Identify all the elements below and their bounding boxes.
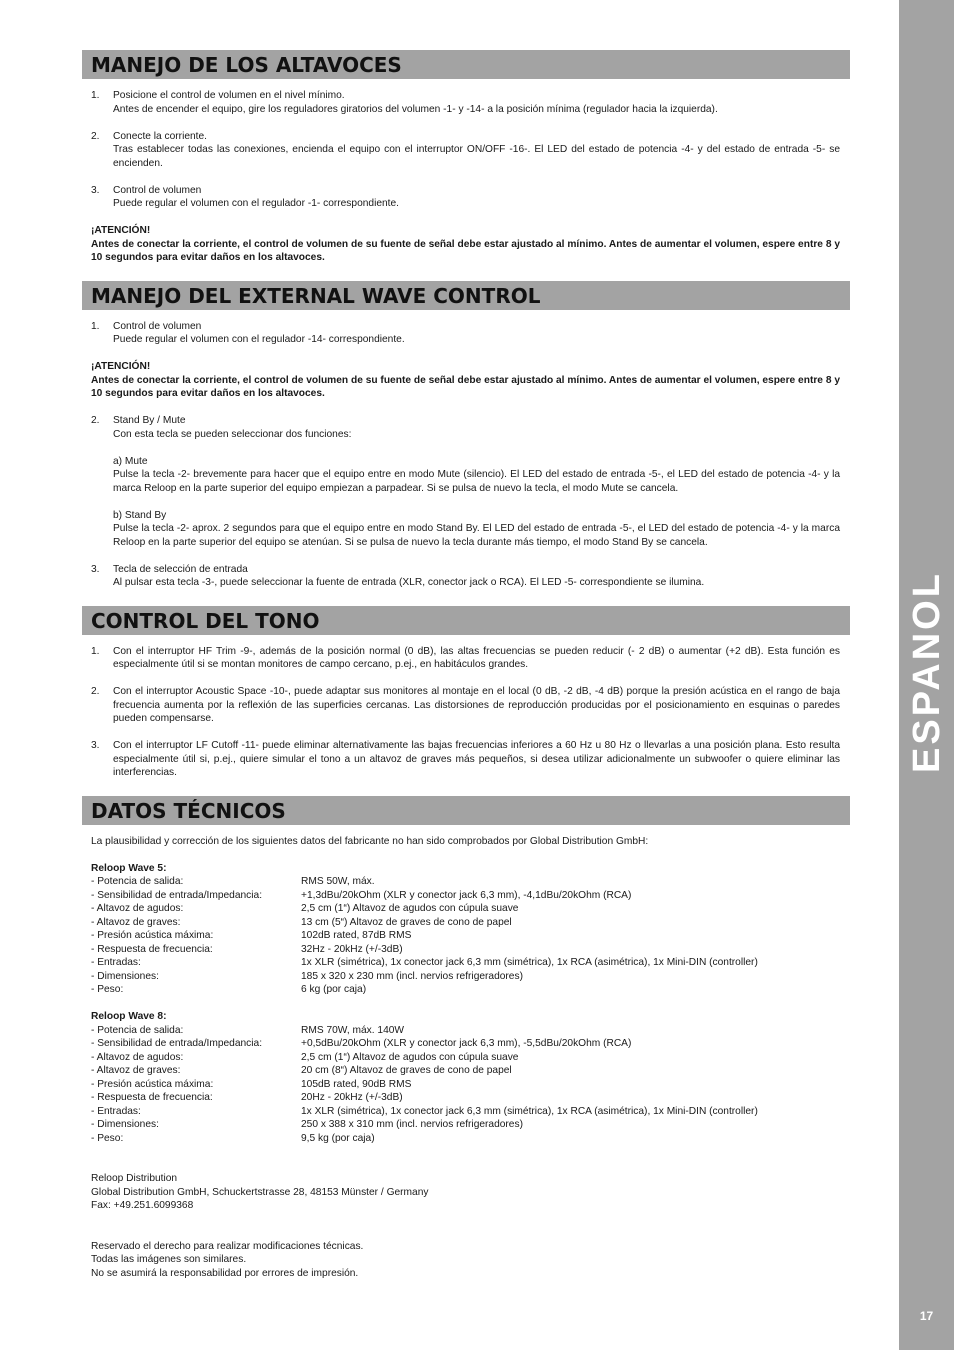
list-item: 3. Control de volumen Puede regular el volumen con el regulador -1- correspondiente. <box>91 184 840 211</box>
spec-row <box>91 1091 840 1105</box>
spec-row <box>91 902 840 916</box>
spec-value: 105dB rated, 90dB RMS <box>301 1078 412 1090</box>
spec-row <box>91 1105 840 1119</box>
spec-value: 185 x 320 x 230 mm (incl. nervios refrigeradores) <box>301 970 523 982</box>
warning-block <box>91 360 840 401</box>
spec-value: RMS 50W, máx. <box>301 876 375 887</box>
specs-table <box>91 1024 840 1146</box>
steps-list <box>91 645 840 780</box>
mute-text: Pulse la tecla -2- brevemente para hacer que el equipo entre en modo Mute (silencio). El LED del estado de entrada -5-, el LED del estado de potencia -4- y la marca Reloop en la parte superior del equipo empiezan a parpadear. Si se pulsa de nuevo la tecla, el modo Mute se cancela. <box>113 469 840 494</box>
spec-value: 32Hz - 20kHz (+/-3dB) <box>301 943 403 955</box>
spec-value: 6 kg (por caja) <box>301 984 367 995</box>
distributor-line: Global Distribution GmbH, Schuckertstrasse 28, 48153 Münster / Germany <box>91 1186 429 1198</box>
spec-row <box>91 956 840 970</box>
section-external-wave-control <box>82 281 850 590</box>
spec-value: +1,3dBu/20kOhm (XLR y conector jack 6,3 mm), -4,1dBu/20kOhm (RCA) <box>301 889 632 901</box>
item-heading: Posicione el control de volumen en el nivel mínimo. <box>113 90 345 101</box>
item-text: Antes de encender el equipo, gire los reguladores giratorios del volumen -1- y -14- a la posición mínima (regulador hacia la izquierda). <box>113 103 718 115</box>
item-text: Al pulsar esta tecla -3-, puede seleccionar la fuente de entrada (XLR, conector jack o RCA). El LED -5- correspondiente se ilumina. <box>113 577 705 588</box>
disclaimer <box>91 1240 840 1281</box>
spec-value: 20Hz - 20kHz (+/-3dB) <box>301 1092 403 1103</box>
spec-label: - Presión acústica máxima: <box>91 930 214 941</box>
disclaimer-line: Reservado el derecho para realizar modificaciones técnicas. <box>91 1240 364 1252</box>
list-item: 3. Con el interruptor LF Cutoff -11- puede eliminar alternativamente las bajas frecuencias inferiores a 60 Hz u 80 Hz o llevarlas a una posición plana. Esto resulta especialmente útil si, p.ej., quiere simular el tono a un altavoz de graves más pequeños, si desea utilizar adicionalmente un subwoofer o quiere eliminar las interferencias. <box>91 740 840 778</box>
spec-value: 250 x 388 x 310 mm (incl. nervios refrigeradores) <box>301 1119 523 1130</box>
language-label: ESPANOL <box>905 571 948 773</box>
spec-label: - Peso: <box>91 984 124 995</box>
spec-row <box>91 943 840 957</box>
spec-row <box>91 875 840 889</box>
language-side-tab <box>899 0 954 1350</box>
section-technical-data <box>82 796 850 1281</box>
steps-list <box>91 414 840 590</box>
spec-row <box>91 970 840 984</box>
warning-title: ¡ATENCIÓN! <box>91 361 151 372</box>
mute-title: a) Mute <box>113 455 148 467</box>
specs-wave5 <box>91 862 840 997</box>
spec-row <box>91 1024 840 1038</box>
item-heading: Control de volumen <box>113 320 202 332</box>
spec-label: - Sensibilidad de entrada/Impedancia: <box>91 1038 263 1049</box>
spec-row <box>91 1064 840 1078</box>
spec-label: - Altavoz de graves: <box>91 1065 181 1076</box>
spec-label: - Altavoz de agudos: <box>91 1051 184 1063</box>
spec-label: - Presión acústica máxima: <box>91 1078 214 1090</box>
section-speaker-operation <box>82 50 850 265</box>
list-item: 1. Control de volumen Puede regular el volumen con el regulador -14- correspondiente. <box>91 320 840 347</box>
standby-text: Pulse la tecla -2- aprox. 2 segundos para que el equipo entre en modo Stand By. El LED del estado de entrada -5-, el LED del estado de potencia -4- y la marca Reloop en la parte superior del equipo se atenúan. Si se pulsa de nuevo la tecla durante más tiempo, el modo Stand By se cancela. <box>113 523 840 548</box>
page-content <box>82 50 850 1296</box>
page-number: 17 <box>919 1309 934 1323</box>
section-title: DATOS TÉCNICOS <box>82 796 850 825</box>
list-item: 2. Conecte la corriente. Tras establecer todas las conexiones, encienda el equipo con el interruptor ON/OFF -16-. El LED del estado de potencia -4- y del estado de entrada -5- se encienden. <box>91 130 840 169</box>
spec-row <box>91 1037 840 1051</box>
spec-value: 1x XLR (simétrica), 1x conector jack 6,3 mm (simétrica), 1x RCA (asimétrica), 1x Mini-DIN (controller) <box>301 1105 758 1117</box>
spec-value: RMS 70W, máx. 140W <box>301 1024 405 1036</box>
spec-row <box>91 1118 840 1132</box>
item-heading: Tecla de selección de entrada <box>113 563 248 575</box>
warning-title: ¡ATENCIÓN! <box>91 225 151 236</box>
spec-label: - Respuesta de frecuencia: <box>91 943 213 955</box>
list-item: 2. Stand By / Mute Con esta tecla se pueden seleccionar dos funciones: a) Mute Pulse la tecla -2- brevemente para hacer que el equipo entre en modo Mute (silencio). El LED del estado de entrada -5-, el LED del estado de potencia -4- y la marca Reloop en la parte superior del equipo empiezan a parpadear. Si se pulsa de nuevo la tecla, el modo Mute se cancela. b) Stand By Pulse la tecla -2- aprox. 2 segundos para que el equipo entre en modo Stand By. El LED del estado de entrada -5-, el LED del estado de potencia -4- y la marca Reloop en la parte superior del equipo se atenúan. Si se pulsa de nuevo la tecla durante más tiempo, el modo Stand By se cancela. <box>91 415 840 548</box>
standby-title: b) Stand By <box>113 509 167 521</box>
spec-row <box>91 1051 840 1065</box>
item-text: Con el interruptor Acoustic Space -10-, puede adaptar sus monitores al montaje en el local (0 dB, -2 dB, -4 dB) porque la presión acústica en el rango de baja frecuencia aumenta por la reflexión de las superficies cercanas. Las distorsiones de reproducción producidas por el posicionamiento en esquinas o paredes pueden compensarse. <box>113 686 840 724</box>
spec-label: - Altavoz de graves: <box>91 916 181 928</box>
disclaimer-line: No se asumirá la responsabilidad por errores de impresión. <box>91 1267 359 1279</box>
item-heading: Stand By / Mute <box>113 415 186 426</box>
item-heading: Control de volumen <box>113 184 202 196</box>
spec-label: - Potencia de salida: <box>91 1024 184 1036</box>
spec-row <box>91 1078 840 1092</box>
list-item: 1. Posicione el control de volumen en el nivel mínimo. Antes de encender el equipo, gire los reguladores giratorios del volumen -1- y -14- a la posición mínima (regulador hacia la izquierda). <box>91 89 840 116</box>
section-tone-control <box>82 606 850 780</box>
steps-list <box>91 320 840 347</box>
steps-list <box>91 89 840 211</box>
warning-block <box>91 224 840 265</box>
list-item: 2. Con el interruptor Acoustic Space -10-, puede adaptar sus monitores al montaje en el local (0 dB, -2 dB, -4 dB) porque la presión acústica en el rango de baja frecuencia aumenta por la reflexión de las superficies cercanas. Las distorsiones de reproducción producidas por el posicionamiento en esquinas o paredes pueden compensarse. <box>91 686 840 724</box>
section-title: CONTROL DEL TONO <box>82 606 850 635</box>
spec-label: - Respuesta de frecuencia: <box>91 1092 213 1103</box>
specs-wave8 <box>91 1010 840 1145</box>
list-item: 3. Tecla de selección de entrada Al pulsar esta tecla -3-, puede seleccionar la fuente de entrada (XLR, conector jack o RCA). El LED -5- correspondiente se ilumina. <box>91 563 840 590</box>
spec-row <box>91 916 840 930</box>
spec-value: 1x XLR (simétrica), 1x conector jack 6,3 mm (simétrica), 1x RCA (asimétrica), 1x Mini-DIN (controller) <box>301 957 758 968</box>
spec-label: - Sensibilidad de entrada/Impedancia: <box>91 889 263 901</box>
spec-row <box>91 983 840 997</box>
spec-value: 9,5 kg (por caja) <box>301 1132 375 1144</box>
distributor-info <box>91 1172 840 1213</box>
disclaimer-line: Todas las imágenes son similares. <box>91 1254 247 1265</box>
spec-label: - Entradas: <box>91 957 141 968</box>
spec-value: 20 cm (8“) Altavoz de graves de cono de papel <box>301 1065 512 1076</box>
spec-label: - Potencia de salida: <box>91 876 184 887</box>
spec-label: - Dimensiones: <box>91 1119 159 1130</box>
spec-label: - Dimensiones: <box>91 970 159 982</box>
warning-text: Antes de conectar la corriente, el control de volumen de su fuente de señal debe estar ajustado al mínimo. Antes de aumentar el volumen, espere entre 8 y 10 segundos para evitar daños en los altavoces. <box>91 374 840 399</box>
item-text: Con el interruptor LF Cutoff -11- puede eliminar alternativamente las bajas frecuencias inferiores a 60 Hz u 80 Hz o llevarlas a una posición plana. Esto resulta especialmente útil si, p.ej., quiere simular el tono a un altavoz de graves más pequeños, si desea utilizar adicionalmente un subwoofer o quiere eliminar las interferencias. <box>113 740 840 778</box>
spec-value: 2,5 cm (1“) Altavoz de agudos con cúpula suave <box>301 1051 519 1063</box>
spec-label: - Entradas: <box>91 1105 141 1117</box>
specs-title: Reloop Wave 8: <box>91 1011 167 1022</box>
spec-value: +0,5dBu/20kOhm (XLR y conector jack 6,3 mm), -5,5dBu/20kOhm (RCA) <box>301 1038 632 1049</box>
distributor-line: Fax: +49.251.6099368 <box>91 1200 194 1211</box>
spec-row <box>91 889 840 903</box>
section-title: MANEJO DEL EXTERNAL WAVE CONTROL <box>82 281 850 310</box>
item-text: Con el interruptor HF Trim -9-, además de la posición normal (0 dB), las altas frecuencias se pueden reducir (- 2 dB) o aumentar (+2 dB). Esta función es especialmente útil si se montan monitores de campo cercano, p.ej., en habitáculos grandes. <box>113 645 840 670</box>
specs-table <box>91 875 840 997</box>
section-title: MANEJO DE LOS ALTAVOCES <box>82 50 850 79</box>
item-text: Puede regular el volumen con el regulador -14- correspondiente. <box>113 334 405 345</box>
item-text: Tras establecer todas las conexiones, encienda el equipo con el interruptor ON/OFF -16-. El LED del estado de potencia -4- y del estado de entrada -5- se encienden. <box>113 144 840 169</box>
spec-value: 102dB rated, 87dB RMS <box>301 930 412 941</box>
item-heading: Conecte la corriente. <box>113 130 208 142</box>
specs-intro: La plausibilidad y corrección de los siguientes datos del fabricante no han sido comprobados por Global Distribution GmbH: <box>91 835 649 847</box>
item-text: Puede regular el volumen con el regulador -1- correspondiente. <box>113 198 399 209</box>
spec-value: 2,5 cm (1“) Altavoz de agudos con cúpula suave <box>301 903 519 914</box>
spec-value: 13 cm (5“) Altavoz de graves de cono de papel <box>301 916 512 928</box>
item-text: Con esta tecla se pueden seleccionar dos funciones: <box>113 428 352 440</box>
spec-row <box>91 1132 840 1146</box>
spec-label: - Altavoz de agudos: <box>91 903 184 914</box>
list-item: 1. Con el interruptor HF Trim -9-, además de la posición normal (0 dB), las altas frecuencias se pueden reducir (- 2 dB) o aumentar (+2 dB). Esta función es especialmente útil si se montan monitores de campo cercano, p.ej., en habitáculos grandes. <box>91 645 840 670</box>
specs-title: Reloop Wave 5: <box>91 862 167 874</box>
spec-row <box>91 929 840 943</box>
spec-label: - Peso: <box>91 1132 124 1144</box>
warning-text: Antes de conectar la corriente, el control de volumen de su fuente de señal debe estar ajustado al mínimo. Antes de aumentar el volumen, espere entre 8 y 10 segundos para evitar daños en los altavoces. <box>91 238 840 263</box>
distributor-line: Reloop Distribution <box>91 1173 178 1184</box>
